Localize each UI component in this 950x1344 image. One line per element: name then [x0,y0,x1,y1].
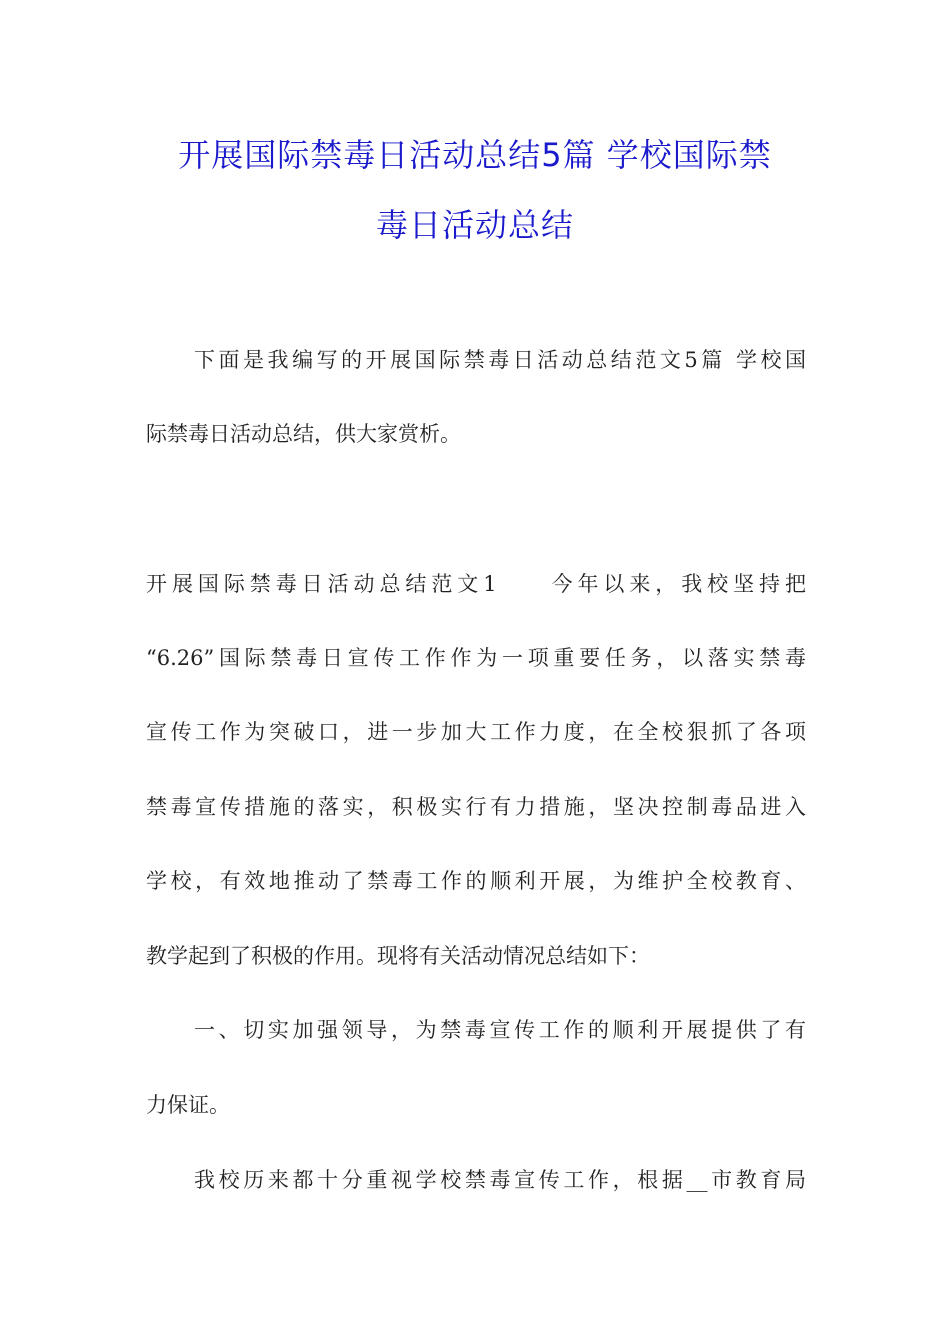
section-1-line-4: 禁毒宣传措施的落实，积极实行有力措施，坚决控制毒品进入 [146,795,806,819]
point-1-line-1: 一、切实加强领导，为禁毒宣传工作的顺利开展提供了有 [194,1018,806,1042]
paragraph-3-line-1: 我校历来都十分重视学校禁毒宣传工作，根据__市教育局 [194,1168,806,1192]
section-1-first-line [146,569,806,599]
document-title-line-2: 毒日活动总结 [375,206,574,244]
document-title-line-1: 开展国际禁毒日活动总结5篇 学校国际禁 [178,136,772,174]
intro-line-1: 下面是我编写的开展国际禁毒日活动总结范文5篇 学校国 [194,348,806,372]
intro-line-2: 际禁毒日活动总结，供大家赏析。 [146,422,461,446]
point-1-line-2: 力保证。 [146,1093,230,1117]
section-1-line-1-rest: 今年以来，我校坚持把 [546,572,806,596]
section-1-line-2: “6.26”国际禁毒日宣传工作作为一项重要任务，以落实禁毒 [146,646,806,670]
section-1-line-5: 学校，有效地推动了禁毒工作的顺利开展，为维护全校教育、 [146,869,806,893]
section-1-line-6: 教学起到了积极的作用。现将有关活动情况总结如下： [146,944,650,968]
section-1-line-3: 宣传工作为突破口，进一步加大工作力度，在全校狠抓了各项 [146,720,806,744]
section-1-heading: 开展国际禁毒日活动总结范文1 [146,572,497,596]
